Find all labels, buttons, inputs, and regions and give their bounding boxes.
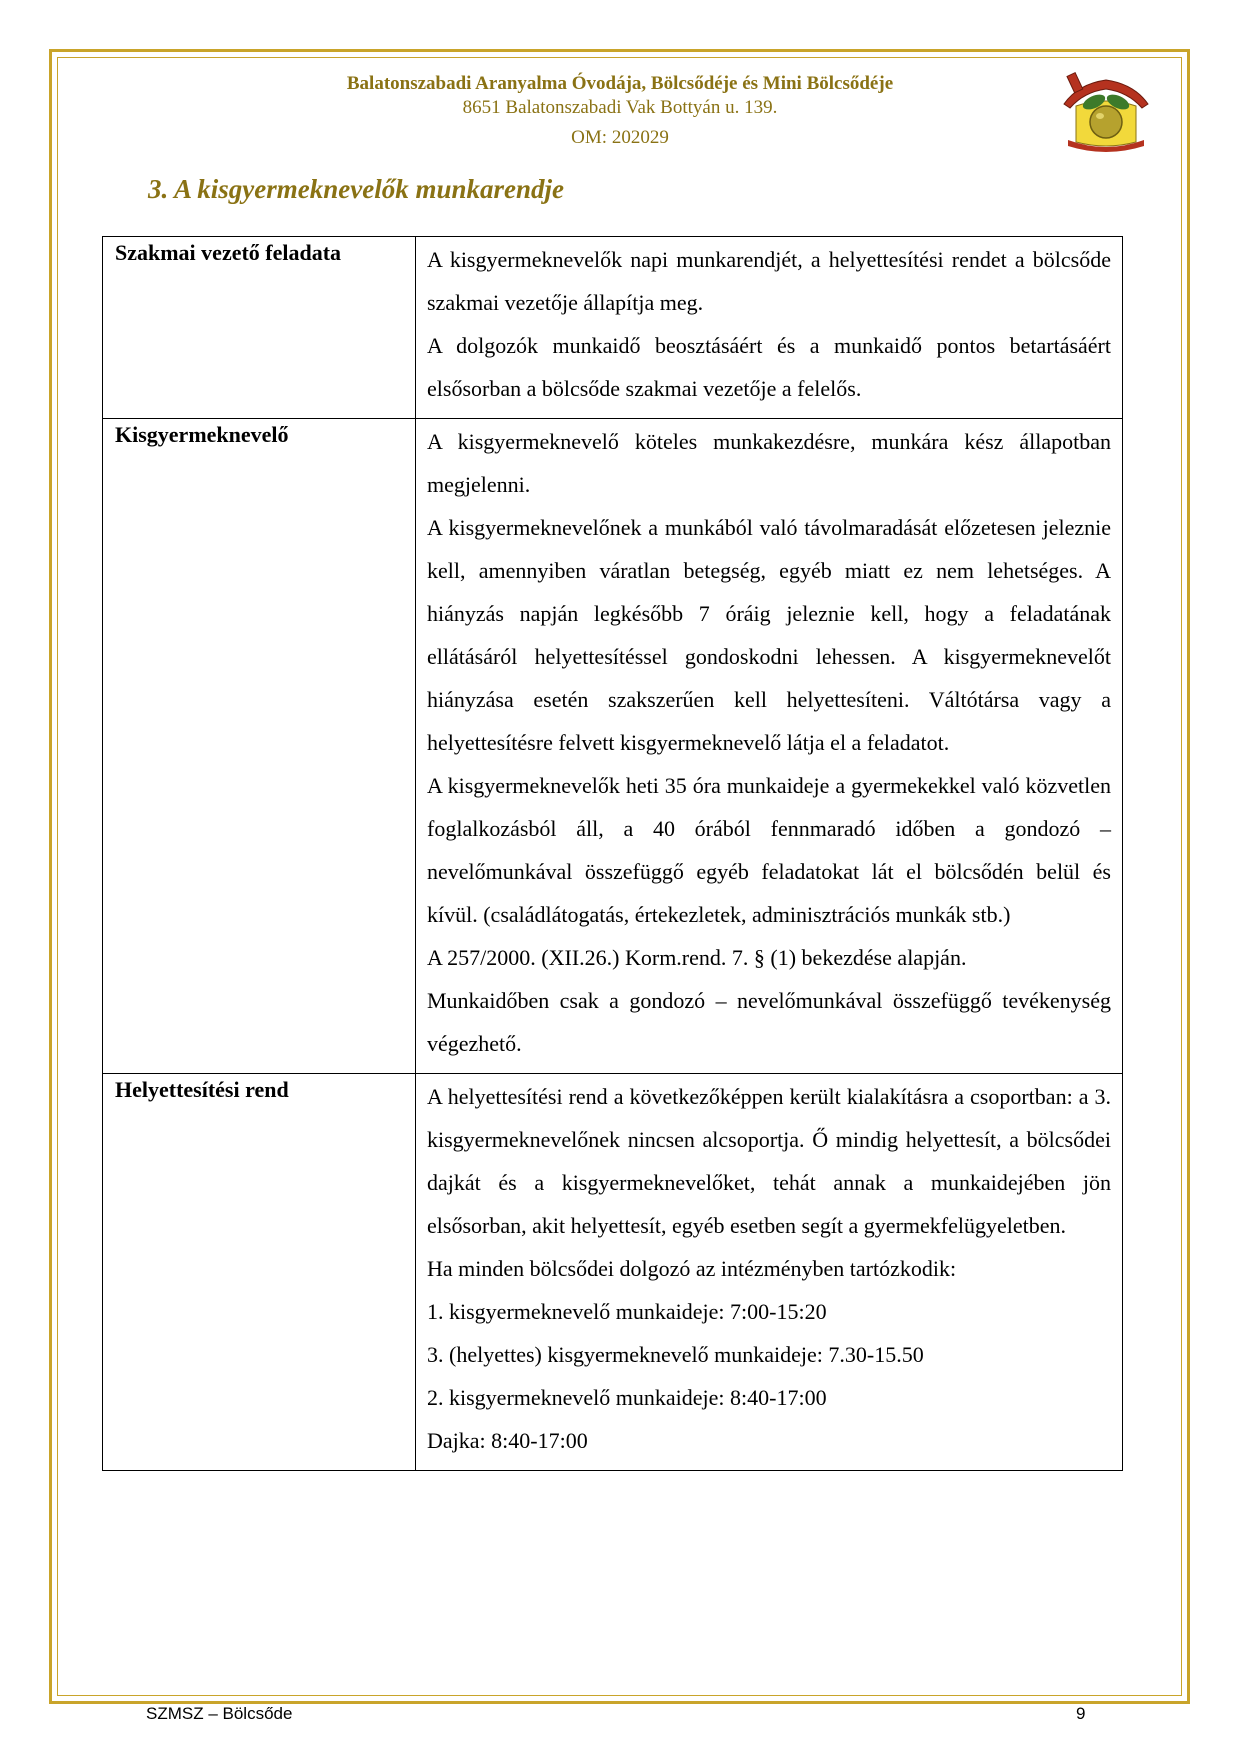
paragraph: Ha minden bölcsődei dolgozó az intézményben tartózkodik: [427, 1256, 957, 1281]
paragraph: A kisgyermeknevelők napi munkarendjét, a helyettesítési rendet a bölcsőde szakmai vezetője állapítja meg. [427, 247, 1111, 315]
table-row [103, 419, 1123, 1074]
row-label: Helyettesítési rend [115, 1077, 289, 1102]
paragraph: A kisgyermeknevelők heti 35 óra munkaideje a gyermekekkel való közvetlen foglalkozásból áll, a 40 órából fennmaradó időben a gondozó – nevelőmunkával összefüggő egyéb feladatokat lát el bölcsődén belül és kívül. (családlátogatás, értekezletek, adminisztrációs munkák stb.) [427, 773, 1111, 927]
paragraph: 3. (helyettes) kisgyermeknevelő munkaideje: 7.30-15.50 [427, 1342, 924, 1367]
footer-document-name: SZMSZ – Bölcsőde [146, 1704, 293, 1723]
paragraph: Dajka: 8:40-17:00 [427, 1428, 588, 1453]
row-label: Szakmai vezető feladata [115, 240, 342, 265]
institution-address: 8651 Balatonszabadi Vak Bottyán u. 139. [462, 97, 778, 118]
page-number: 9 [1076, 1704, 1086, 1723]
row-label: Kisgyermeknevelő [115, 422, 289, 447]
row-content [416, 1074, 1122, 1470]
paragraph: A 257/2000. (XII.26.) Korm.rend. 7. § (1) bekezdése alapján. [427, 945, 967, 970]
paragraph: A dolgozók munkaidő beosztásáért és a munkaidő pontos betartásáért elsősorban a bölcsőde szakmai vezetője a felelős. [427, 333, 1111, 401]
om-identifier: OM: 202029 [571, 127, 669, 148]
table-row [103, 1074, 1123, 1471]
letterhead [200, 72, 1040, 150]
work-schedule-table [102, 236, 1123, 1471]
paragraph: 2. kisgyermeknevelő munkaideje: 8:40-17:00 [427, 1385, 827, 1410]
paragraph: Munkaidőben csak a gondozó – nevelőmunkával összefüggő tevékenység végezhető. [427, 988, 1111, 1056]
section-title: 3. A kisgyermeknevelők munkarendje [148, 174, 564, 204]
paragraph: A kisgyermeknevelő köteles munkakezdésre, munkára kész állapotban megjelenni. [427, 429, 1111, 497]
row-content [416, 419, 1122, 1073]
row-content [416, 237, 1122, 418]
table-row [103, 237, 1123, 419]
paragraph: A helyettesítési rend a következőképpen került kialakításra a csoportban: a 3. kisgyermeknevelőnek nincsen alcsoportja. Ő mindig helyettesít, a bölcsődei dajkát és a kisgyermeknevelőket, tehát annak a munkaidejében jön elsősorban, akit helyettesít, egyéb esetben segít a gyermekfelügyeletben. [427, 1084, 1111, 1238]
paragraph: 1. kisgyermeknevelő munkaideje: 7:00-15:20 [427, 1299, 827, 1324]
institution-name: Balatonszabadi Aranyalma Óvodája, Bölcsődéje és Mini Bölcsődéje [346, 73, 894, 94]
paragraph: A kisgyermeknevelőnek a munkából való távolmaradását előzetesen jeleznie kell, amennyiben váratlan betegség, egyéb miatt ez nem lehetséges. A hiányzás napján legkésőbb 7 óráig jeleznie kell, hogy a feladatának ellátásáról helyettesítéssel gondoskodni lehessen. A kisgyermeknevelőt hiányzása esetén szakszerűen kell helyettesíteni. Váltótársa vagy a helyettesítésre felvett kisgyermeknevelő látja el a feladatot. [427, 515, 1111, 755]
kindergarten-logo [1058, 62, 1154, 152]
